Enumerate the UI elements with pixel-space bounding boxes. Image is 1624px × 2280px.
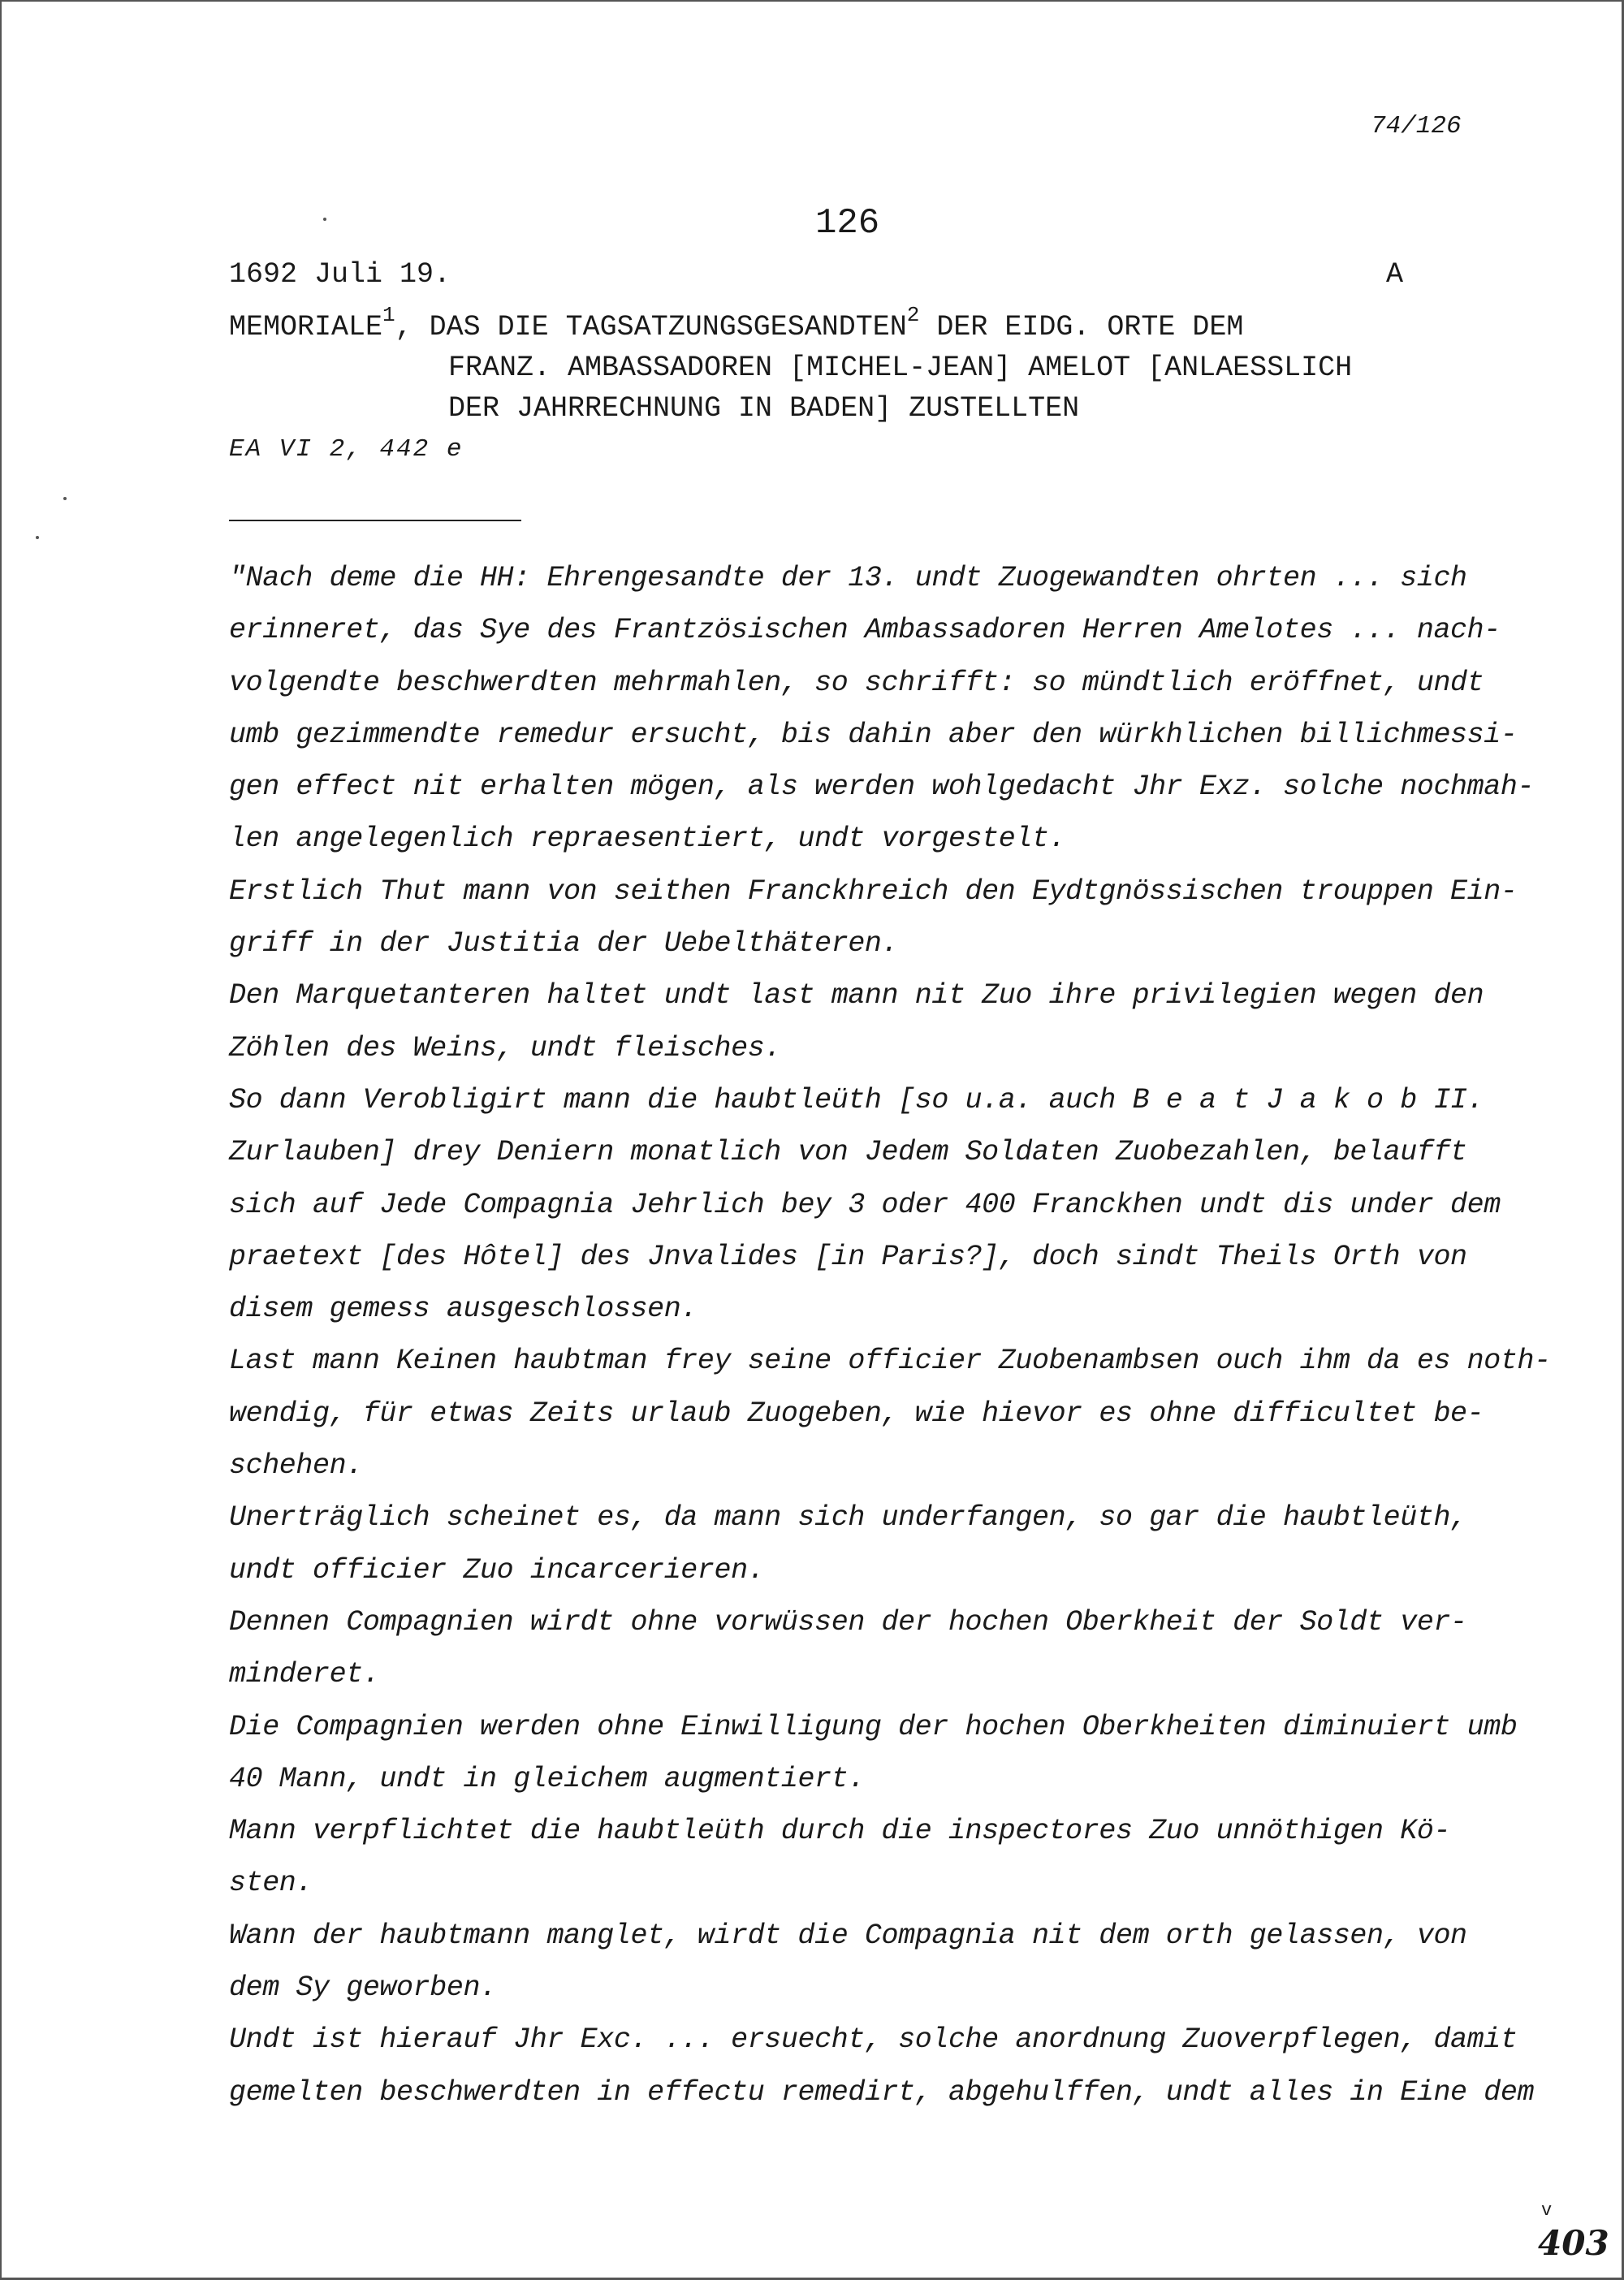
body-line: volgendte beschwerdten mehrmahlen, so schrifft: so mündtlich eröffnet, undt [229, 666, 1484, 699]
document-date: 1692 Juli 19. [229, 258, 451, 291]
body-line: undt officier Zuo incarcerieren. [229, 1553, 765, 1587]
body-line: Den Marquetanteren haltet undt last mann nit Zuo ihre privilegien wegen den [229, 979, 1484, 1013]
title-line-3: DER JAHRRECHNUNG IN BADEN] ZUSTELLTEN [448, 392, 1080, 425]
footnote-marker: 1 [382, 303, 395, 328]
body-line: schehen. [229, 1449, 363, 1483]
body-line: Unerträglich scheinet es, da mann sich underfangen, so gar die haubtleüth, [229, 1501, 1467, 1535]
body-line: len angelegenlich repraesentiert, undt vorgestelt. [229, 823, 1066, 856]
body-line: praetext [des Hôtel] des Jnvalides [in Paris?], doch sindt Theils Orth von [229, 1240, 1467, 1273]
title-text: , DAS DIE TAGSATZUNGSGESANDTEN [395, 311, 907, 343]
scan-speck [323, 218, 326, 221]
body-line: 40 Mann, undt in gleichem augmentiert. [229, 1762, 865, 1795]
title-line-2: FRANZ. AMBASSADOREN [MICHEL-JEAN] AMELOT [ANLAESSLICH [448, 352, 1353, 384]
body-line: So dann Verobligirt mann die haubtleüth [so u.a. auch B e a t J a k o b II. [229, 1083, 1484, 1116]
document-letter: A [1386, 258, 1404, 291]
footnote-marker: 2 [906, 303, 920, 328]
body-line: griff in der Justitia der Uebelthäteren. [229, 927, 899, 961]
body-line: wendig, für etwas Zeits urlaub Zuogeben, wie hievor es ohne difficultet be- [229, 1397, 1484, 1430]
title-text: MEMORIALE [229, 311, 383, 343]
title-text: DER EIDG. ORTE DEM [919, 311, 1244, 343]
body-line: Wann der haubtmann manglet, wirdt die Compagnia nit dem orth gelassen, von [229, 1919, 1467, 1952]
body-line: Dennen Compagnien wirdt ohne vorwüssen der hochen Oberkheit der Soldt ver- [229, 1605, 1467, 1639]
memorial-body [229, 552, 1551, 2118]
body-line: Last mann Keinen haubtman frey seine officier Zuobenambsen ouch ihm da es noth- [229, 1345, 1551, 1378]
body-line: "Nach deme die HH: Ehrengesandte der 13. undt Zuogewandten ohrten ... sich [229, 562, 1467, 594]
body-line: Die Compagnien werden ohne Einwilligung der hochen Oberkheiten diminuiert umb [229, 1710, 1518, 1743]
scan-speck [36, 536, 39, 539]
body-line: erinneret, das Sye des Frantzösischen Ambassadoren Herren Amelotes ... nach- [229, 614, 1501, 647]
title-line-1 [229, 303, 1544, 348]
body-line: sich auf Jede Compagnia Jehrlich bey 3 oder 400 Franckhen undt dis under dem [229, 1188, 1501, 1221]
folio-reference: 74/126 [1371, 112, 1462, 140]
body-line: minderet. [229, 1658, 380, 1691]
scan-speck [63, 497, 67, 500]
check-mark: v [1541, 2200, 1553, 2221]
body-line: umb gezimmendte remedur ersucht, bis dahin aber den würkhlichen billichmessi- [229, 718, 1518, 751]
body-line: Mann verpflichtet die haubtleüth durch die inspectores Zuo unnöthigen Kö- [229, 1815, 1451, 1848]
page-number: 403 [1538, 2223, 1609, 2263]
separator-rule [229, 520, 521, 521]
body-line: gen effect nit erhalten mögen, als werden wohlgedacht Jhr Exz. solche nochmah- [229, 771, 1535, 804]
page-border-left [0, 0, 2, 2280]
body-line: gemelten beschwerdten in effectu remedirt, abgehulffen, undt alles in Eine dem [229, 2075, 1535, 2109]
page-border-top [0, 0, 1624, 2]
body-line: Zöhlen des Weins, undt fleisches. [229, 1031, 781, 1064]
document-title [229, 303, 1544, 429]
body-line: disem gemess ausgeschlossen. [229, 1293, 698, 1326]
body-line: Undt ist hierauf Jhr Exc. ... ersuecht, solche anordnung Zuoverpflegen, damit [229, 2023, 1518, 2057]
body-line: Zurlauben] drey Deniern monatlich von Jedem Soldaten Zuobezahlen, belaufft [229, 1136, 1467, 1169]
document-number: 126 [815, 203, 880, 244]
source-citation: EA VI 2, 442 e [229, 435, 464, 464]
body-line: sten. [229, 1867, 313, 1900]
body-line: dem Sy geworben. [229, 1971, 497, 2005]
body-line: Erstlich Thut mann von seithen Franckhreich den Eydtgnössischen trouppen Ein- [229, 874, 1518, 908]
